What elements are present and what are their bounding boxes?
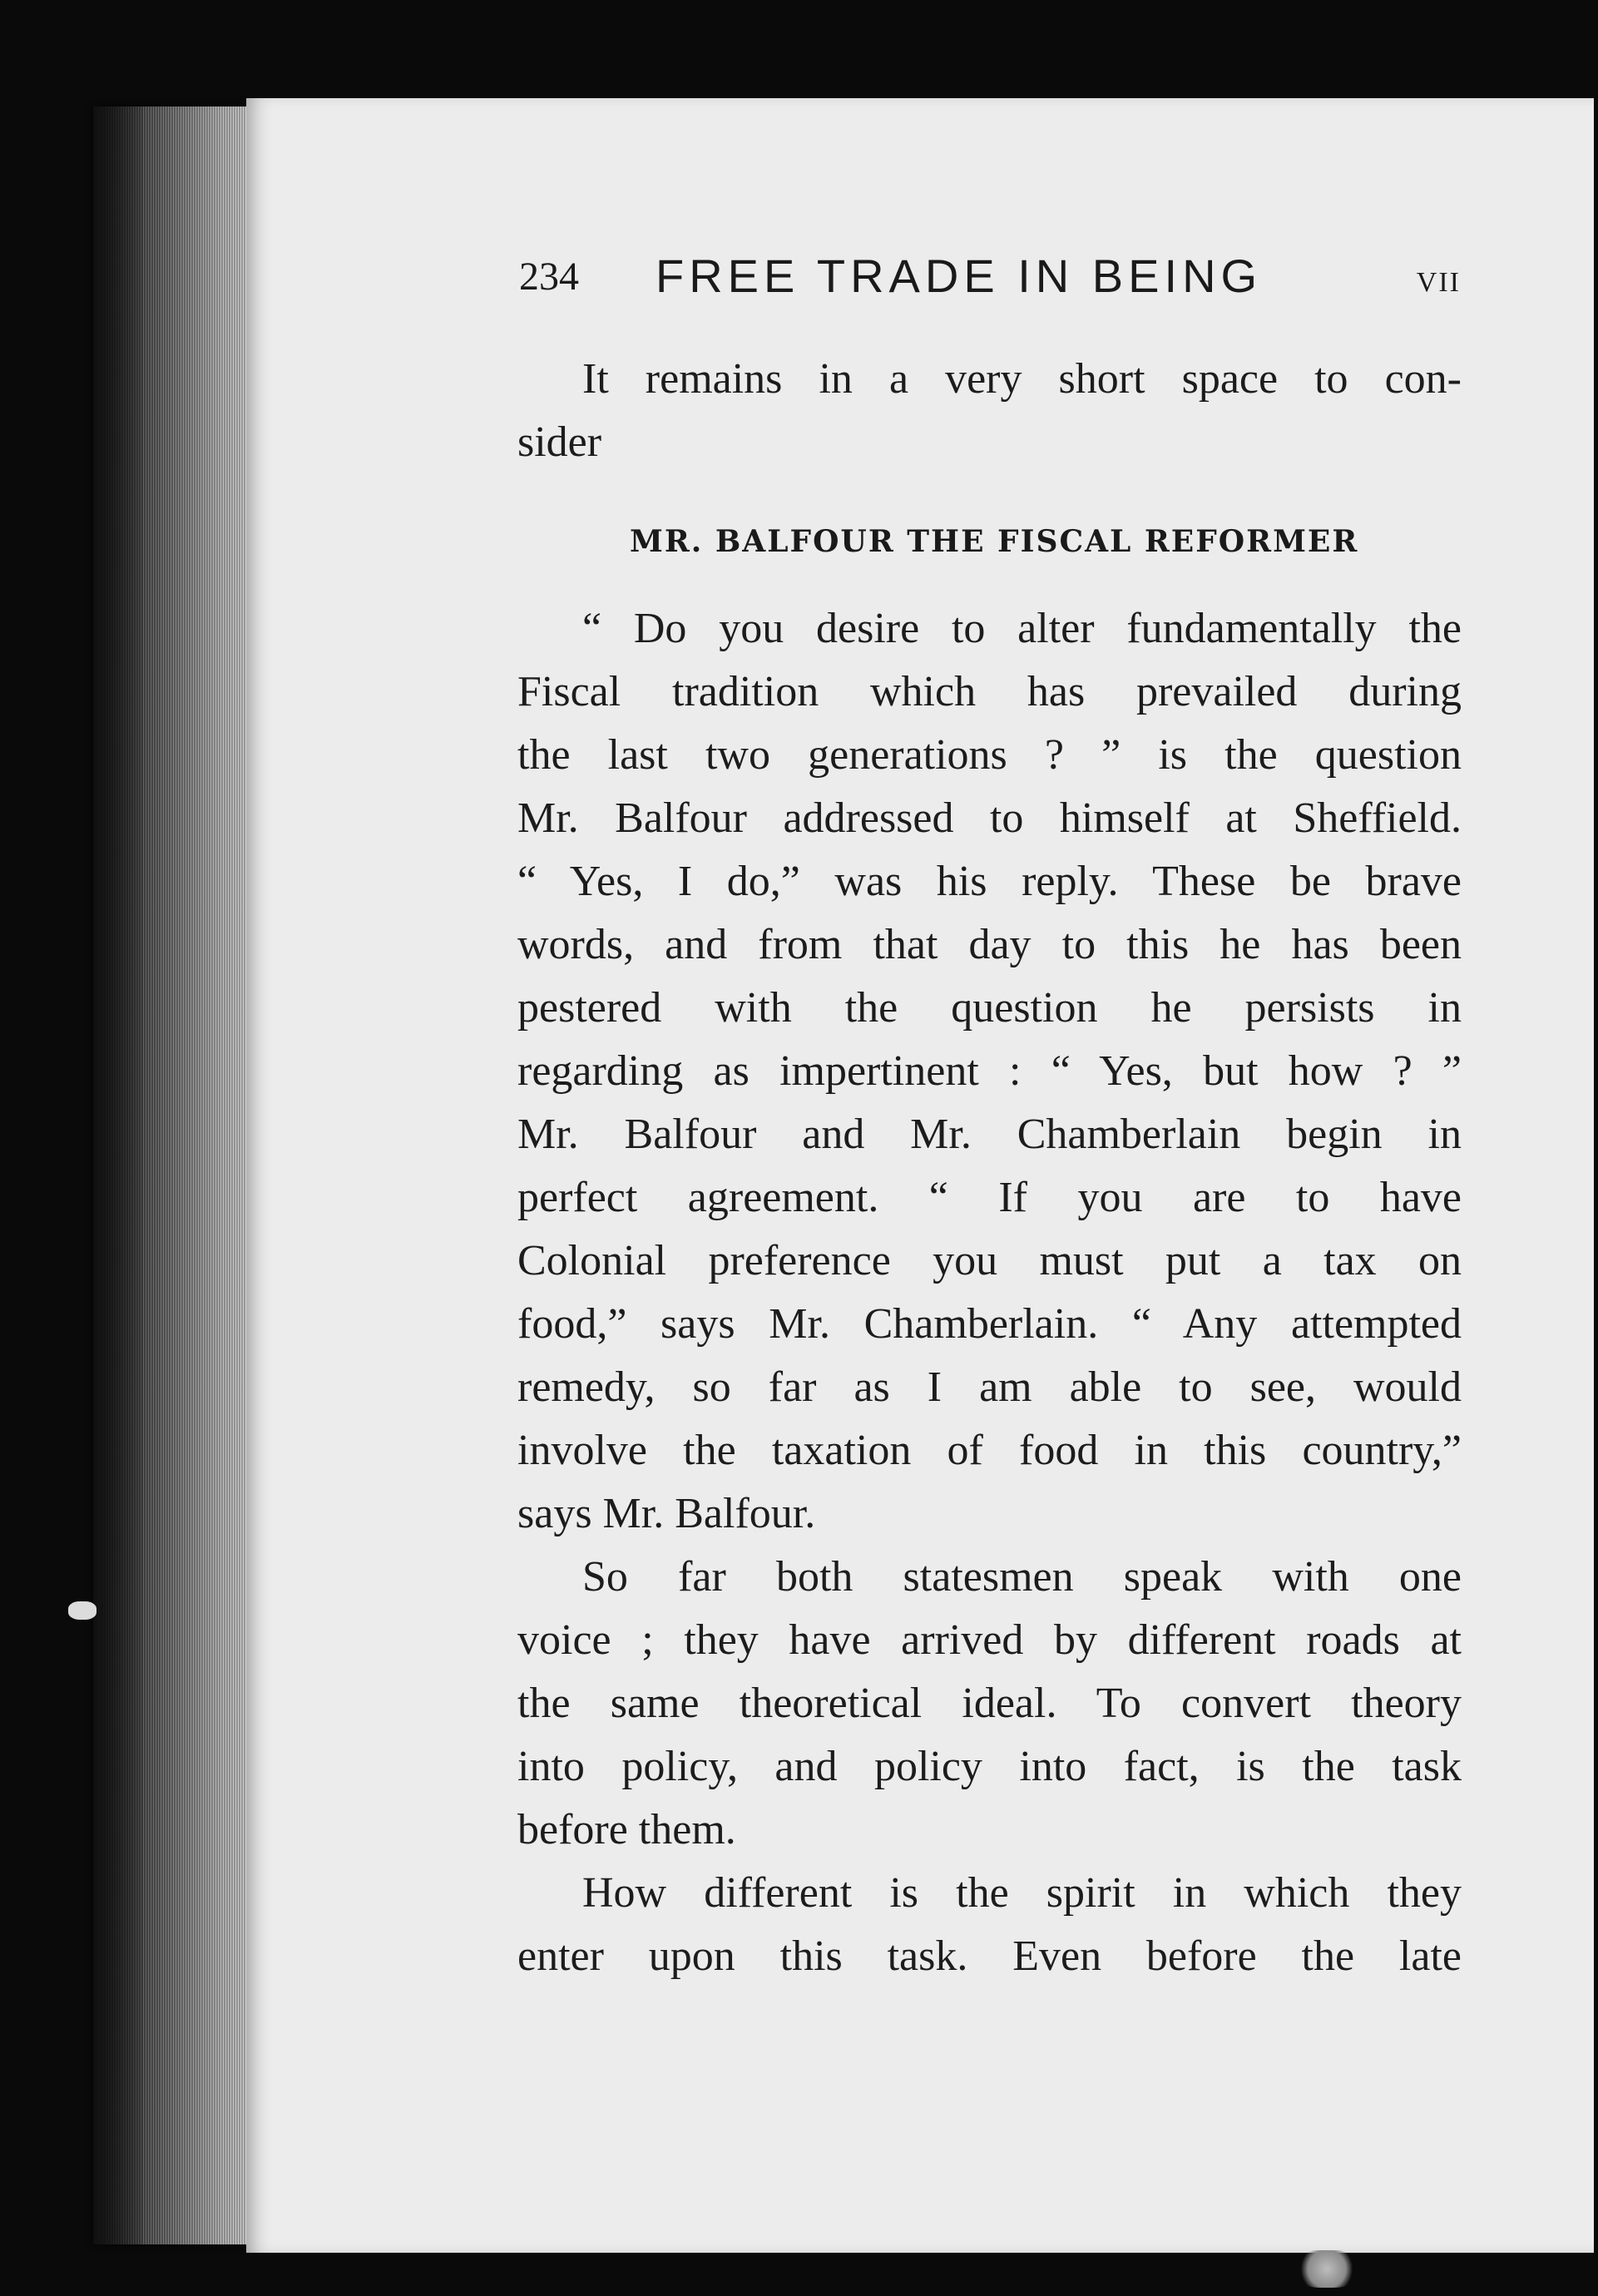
- page-number: 234: [519, 255, 579, 299]
- text-line: sider: [517, 418, 602, 466]
- text-line: It remains in a very short space to con-: [582, 355, 1462, 403]
- text-line: says Mr. Balfour.: [517, 1490, 816, 1537]
- text-line: How different is the spirit in which they: [582, 1869, 1462, 1917]
- text-line: perfect agreement. “ If you are to have: [517, 1174, 1462, 1221]
- text-line: involve the taxation of food in this country,”: [517, 1427, 1462, 1474]
- text-line: Fiscal tradition which has prevailed during: [517, 668, 1462, 715]
- text-line: pestered with the question he persists in: [517, 984, 1462, 1032]
- text-line: “ Do you desire to alter fundamentally the: [582, 605, 1462, 652]
- running-head: [519, 250, 1461, 320]
- text-line: enter upon this task. Even before the late: [517, 1932, 1462, 1980]
- chapter-numeral: VII: [1416, 267, 1461, 298]
- text-line: the last two generations ? ” is the question: [517, 731, 1462, 779]
- text-line: “ Yes, I do,” was his reply. These be brave: [517, 858, 1462, 905]
- text-line: words, and from that day to this he has been: [517, 921, 1462, 968]
- scan-debris: [68, 1601, 96, 1620]
- running-title: FREE TRADE IN BEING: [656, 250, 1263, 302]
- text-line: into policy, and policy into fact, is the task: [517, 1743, 1462, 1790]
- text-line: food,” says Mr. Chamberlain. “ Any attempted: [517, 1300, 1462, 1348]
- text-line: before them.: [517, 1806, 736, 1853]
- section-heading: MR. BALFOUR THE FISCAL REFORMER: [630, 524, 1359, 559]
- book-spine-shadow: [93, 106, 143, 2244]
- text-line: the same theoretical ideal. To convert theory: [517, 1680, 1462, 1727]
- text-line: Colonial preference you must put a tax on: [517, 1237, 1462, 1284]
- text-line: voice ; they have arrived by different roads at: [517, 1616, 1462, 1664]
- text-line: remedy, so far as I am able to see, would: [517, 1363, 1462, 1411]
- text-line: So far both statesmen speak with one: [582, 1553, 1462, 1601]
- text-line: Mr. Balfour addressed to himself at Sheffield.: [517, 794, 1462, 842]
- scan-debris: [1298, 2250, 1356, 2288]
- text-line: regarding as impertinent : “ Yes, but how ? ”: [517, 1047, 1462, 1095]
- text-line: Mr. Balfour and Mr. Chamberlain begin in: [517, 1111, 1462, 1158]
